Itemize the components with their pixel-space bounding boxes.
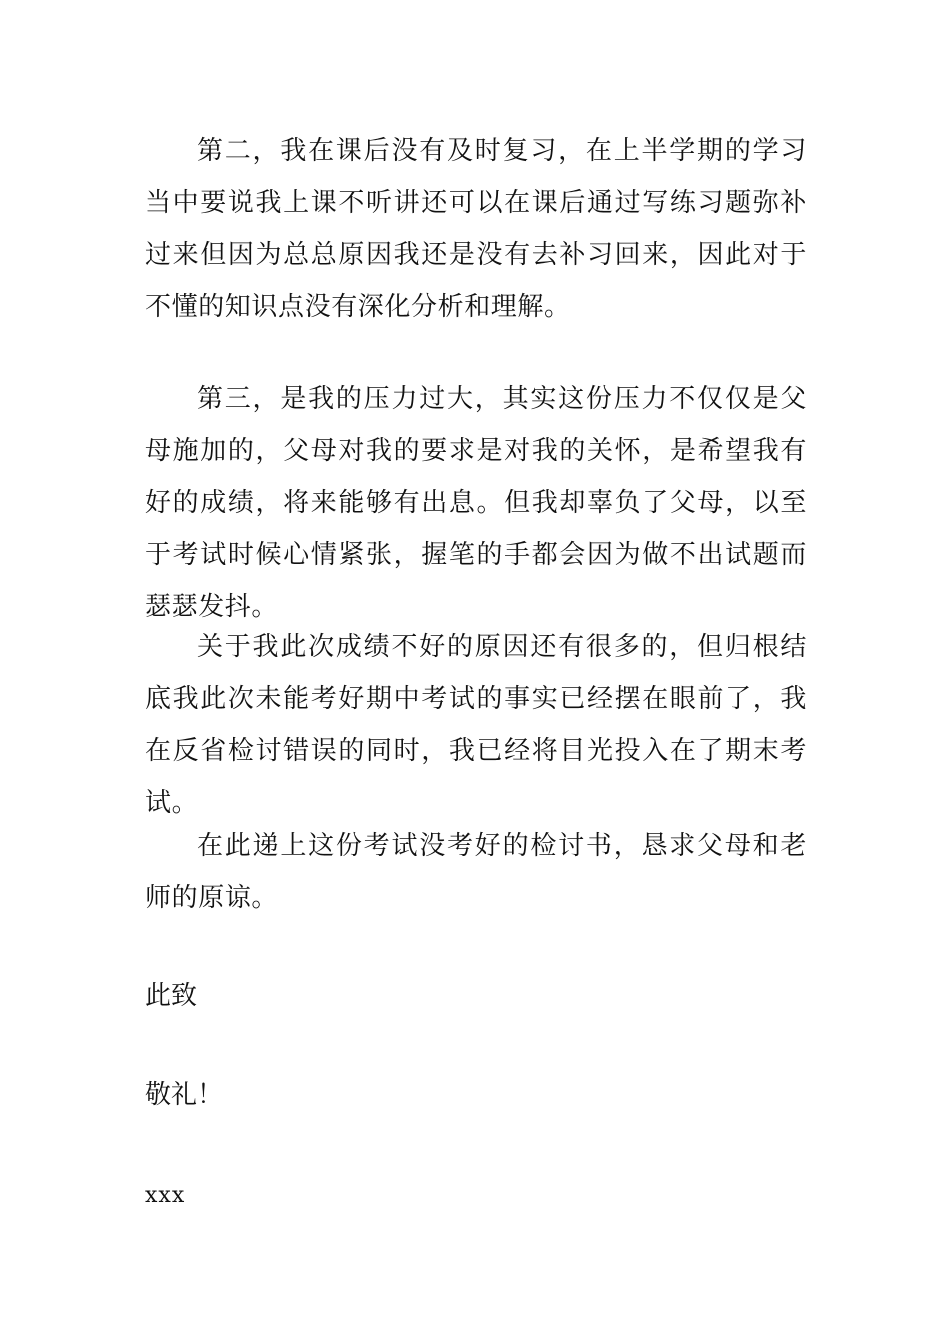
closing-salutation: 此致: [145, 981, 198, 1011]
paragraph-apology: 在此递上这份考试没考好的检讨书，恳求父母和老师的原谅。: [145, 831, 807, 913]
paragraph-second-reason: 第二，我在课后没有及时复习，在上半学期的学习当中要说我上课不听讲还可以在课后通过写练习题弥补过来但因为总总原因我还是没有去补习回来，因此对于不懂的知识点没有深化分析和理解。: [145, 136, 807, 322]
closing-regards: 敬礼！: [145, 1080, 224, 1110]
paragraph-summary: 关于我此次成绩不好的原因还有很多的，但归根结底我此次未能考好期中考试的事实已经摆在眼前了，我在反省检讨错误的同时，我已经将目光投入在了期末考试。: [145, 632, 807, 818]
paragraph-third-reason: 第三，是我的压力过大，其实这份压力不仅仅是父母施加的，父母对我的要求是对我的关怀，是希望我有好的成绩，将来能够有出息。但我却辜负了父母，以至于考试时候心情紧张，握笔的手都会因为做不出试题而瑟瑟发抖。: [145, 384, 807, 622]
signature: xxx: [145, 1183, 186, 1208]
